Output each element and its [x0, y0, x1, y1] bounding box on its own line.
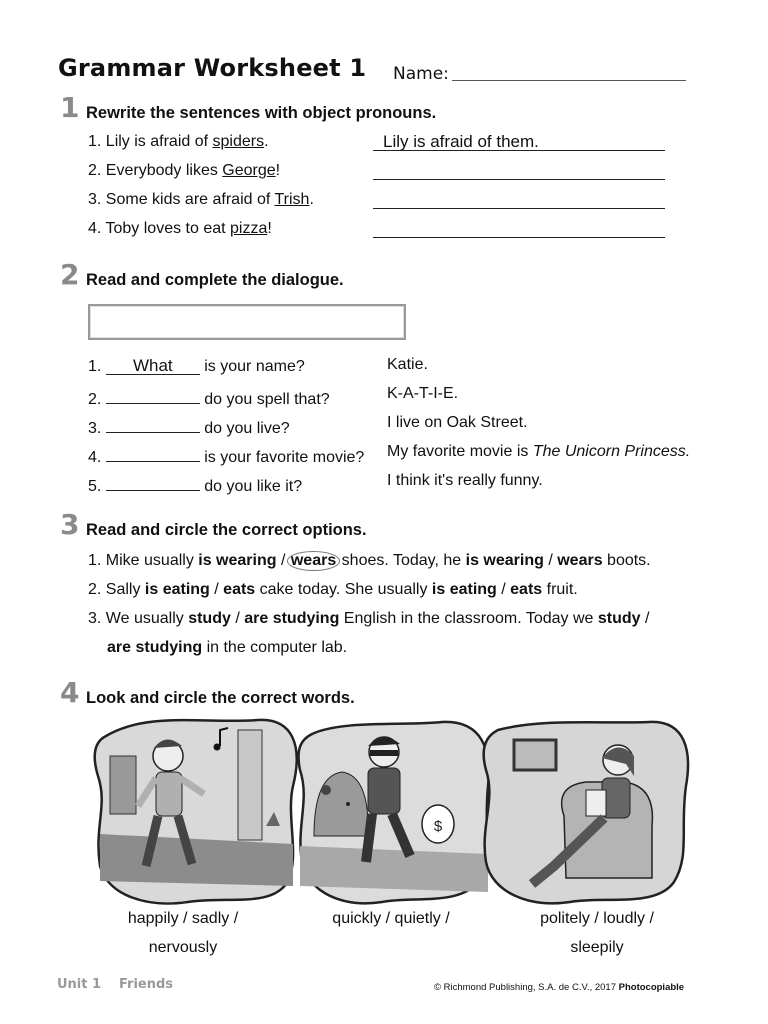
- option[interactable]: is eating: [431, 581, 497, 598]
- answer-blank[interactable]: [106, 414, 200, 433]
- section-heading: Read and complete the dialogue.: [86, 271, 344, 289]
- dialogue-question: 4. is your favorite movie?: [88, 443, 364, 467]
- name-field[interactable]: [452, 80, 686, 81]
- option[interactable]: are studying: [244, 610, 340, 627]
- answer-line[interactable]: [373, 161, 665, 180]
- word-options[interactable]: politely / loudly /: [540, 910, 654, 927]
- exercise-item: 2. Sally is eating / eats cake today. She usually is eating / eats fruit.: [88, 581, 578, 598]
- option[interactable]: study: [188, 610, 231, 627]
- exercise-item: 2. Everybody likes George!: [88, 162, 281, 179]
- scene-burglar: [292, 716, 496, 906]
- answer-line[interactable]: [373, 132, 665, 151]
- exercise-item: 3. We usually study / are studying English in the classroom. Today we study /: [88, 610, 650, 627]
- money-sign: $: [433, 818, 443, 835]
- scene-girl-reading: [474, 716, 696, 906]
- answer-blank[interactable]: [106, 385, 200, 404]
- answer-line[interactable]: [373, 219, 665, 238]
- section-number: 1: [60, 91, 80, 124]
- option[interactable]: is eating: [144, 581, 210, 598]
- dialogue-answer: K-A-T-I-E.: [387, 385, 459, 402]
- word-options[interactable]: sleepily: [570, 939, 624, 956]
- answer-line[interactable]: [373, 190, 665, 209]
- dialogue-question: 3. do you live?: [88, 414, 290, 438]
- dialogue-answer: I live on Oak Street.: [387, 414, 528, 431]
- option[interactable]: eats: [223, 581, 256, 598]
- footer-unit: Unit 1: [57, 977, 102, 992]
- word-options[interactable]: happily / sadly /: [127, 910, 239, 927]
- section-number: 3: [60, 508, 80, 541]
- dialogue-answer: Katie.: [387, 356, 428, 373]
- dialogue-question: 2. do you spell that?: [88, 385, 330, 409]
- exercise-item: 3. Some kids are afraid of Trish.: [88, 191, 314, 208]
- option[interactable]: are studying: [107, 639, 203, 656]
- answer-blank[interactable]: [106, 472, 200, 491]
- word-box: [88, 304, 406, 340]
- word-options[interactable]: quickly / quietly /: [332, 910, 450, 927]
- dialogue-question: 1. What is your name?: [88, 356, 305, 375]
- section-heading: Read and circle the correct options.: [86, 521, 367, 539]
- scene-caption: [98, 904, 268, 962]
- section-number: 2: [60, 258, 80, 291]
- worksheet-title: Grammar Worksheet 1: [58, 54, 367, 82]
- scene-caption: [512, 904, 682, 962]
- exercise-item-continued: are studying in the computer lab.: [107, 639, 348, 656]
- name-label: Name:: [393, 64, 449, 84]
- option[interactable]: wears: [557, 552, 603, 569]
- dialogue-answer: My favorite movie is The Unicorn Princess.: [387, 443, 691, 460]
- exercise-item: 4. Toby loves to eat pizza!: [88, 220, 272, 237]
- section-heading: Look and circle the correct words.: [86, 689, 355, 707]
- dialogue-question: 5. do you like it?: [88, 472, 302, 496]
- footer-topic: Friends: [119, 977, 174, 992]
- answer-blank[interactable]: [106, 443, 200, 462]
- option[interactable]: is wearing: [465, 552, 544, 569]
- section-heading: Rewrite the sentences with object pronouns.: [86, 104, 437, 122]
- section-number: 4: [60, 676, 80, 709]
- dialogue-answer: I think it's really funny.: [387, 472, 543, 489]
- answer-text: Lily is afraid of them.: [383, 132, 539, 151]
- circled-option[interactable]: wears: [287, 551, 340, 571]
- option[interactable]: is wearing: [198, 552, 277, 569]
- option[interactable]: study: [597, 610, 641, 627]
- exercise-item: 1. Lily is afraid of spiders.: [88, 133, 269, 150]
- copyright-notice: © Richmond Publishing, S.A. de C.V., 2017 Photocopiable: [434, 982, 685, 993]
- exercise-item: 1. Mike usually is wearing / wears shoes. Today, he is wearing / wears boots.: [88, 552, 651, 569]
- scene-caption: [306, 904, 476, 933]
- scene-boy-walking: [88, 716, 306, 906]
- option[interactable]: eats: [510, 581, 543, 598]
- answer-blank[interactable]: What: [106, 356, 200, 375]
- word-options[interactable]: nervously: [148, 939, 218, 956]
